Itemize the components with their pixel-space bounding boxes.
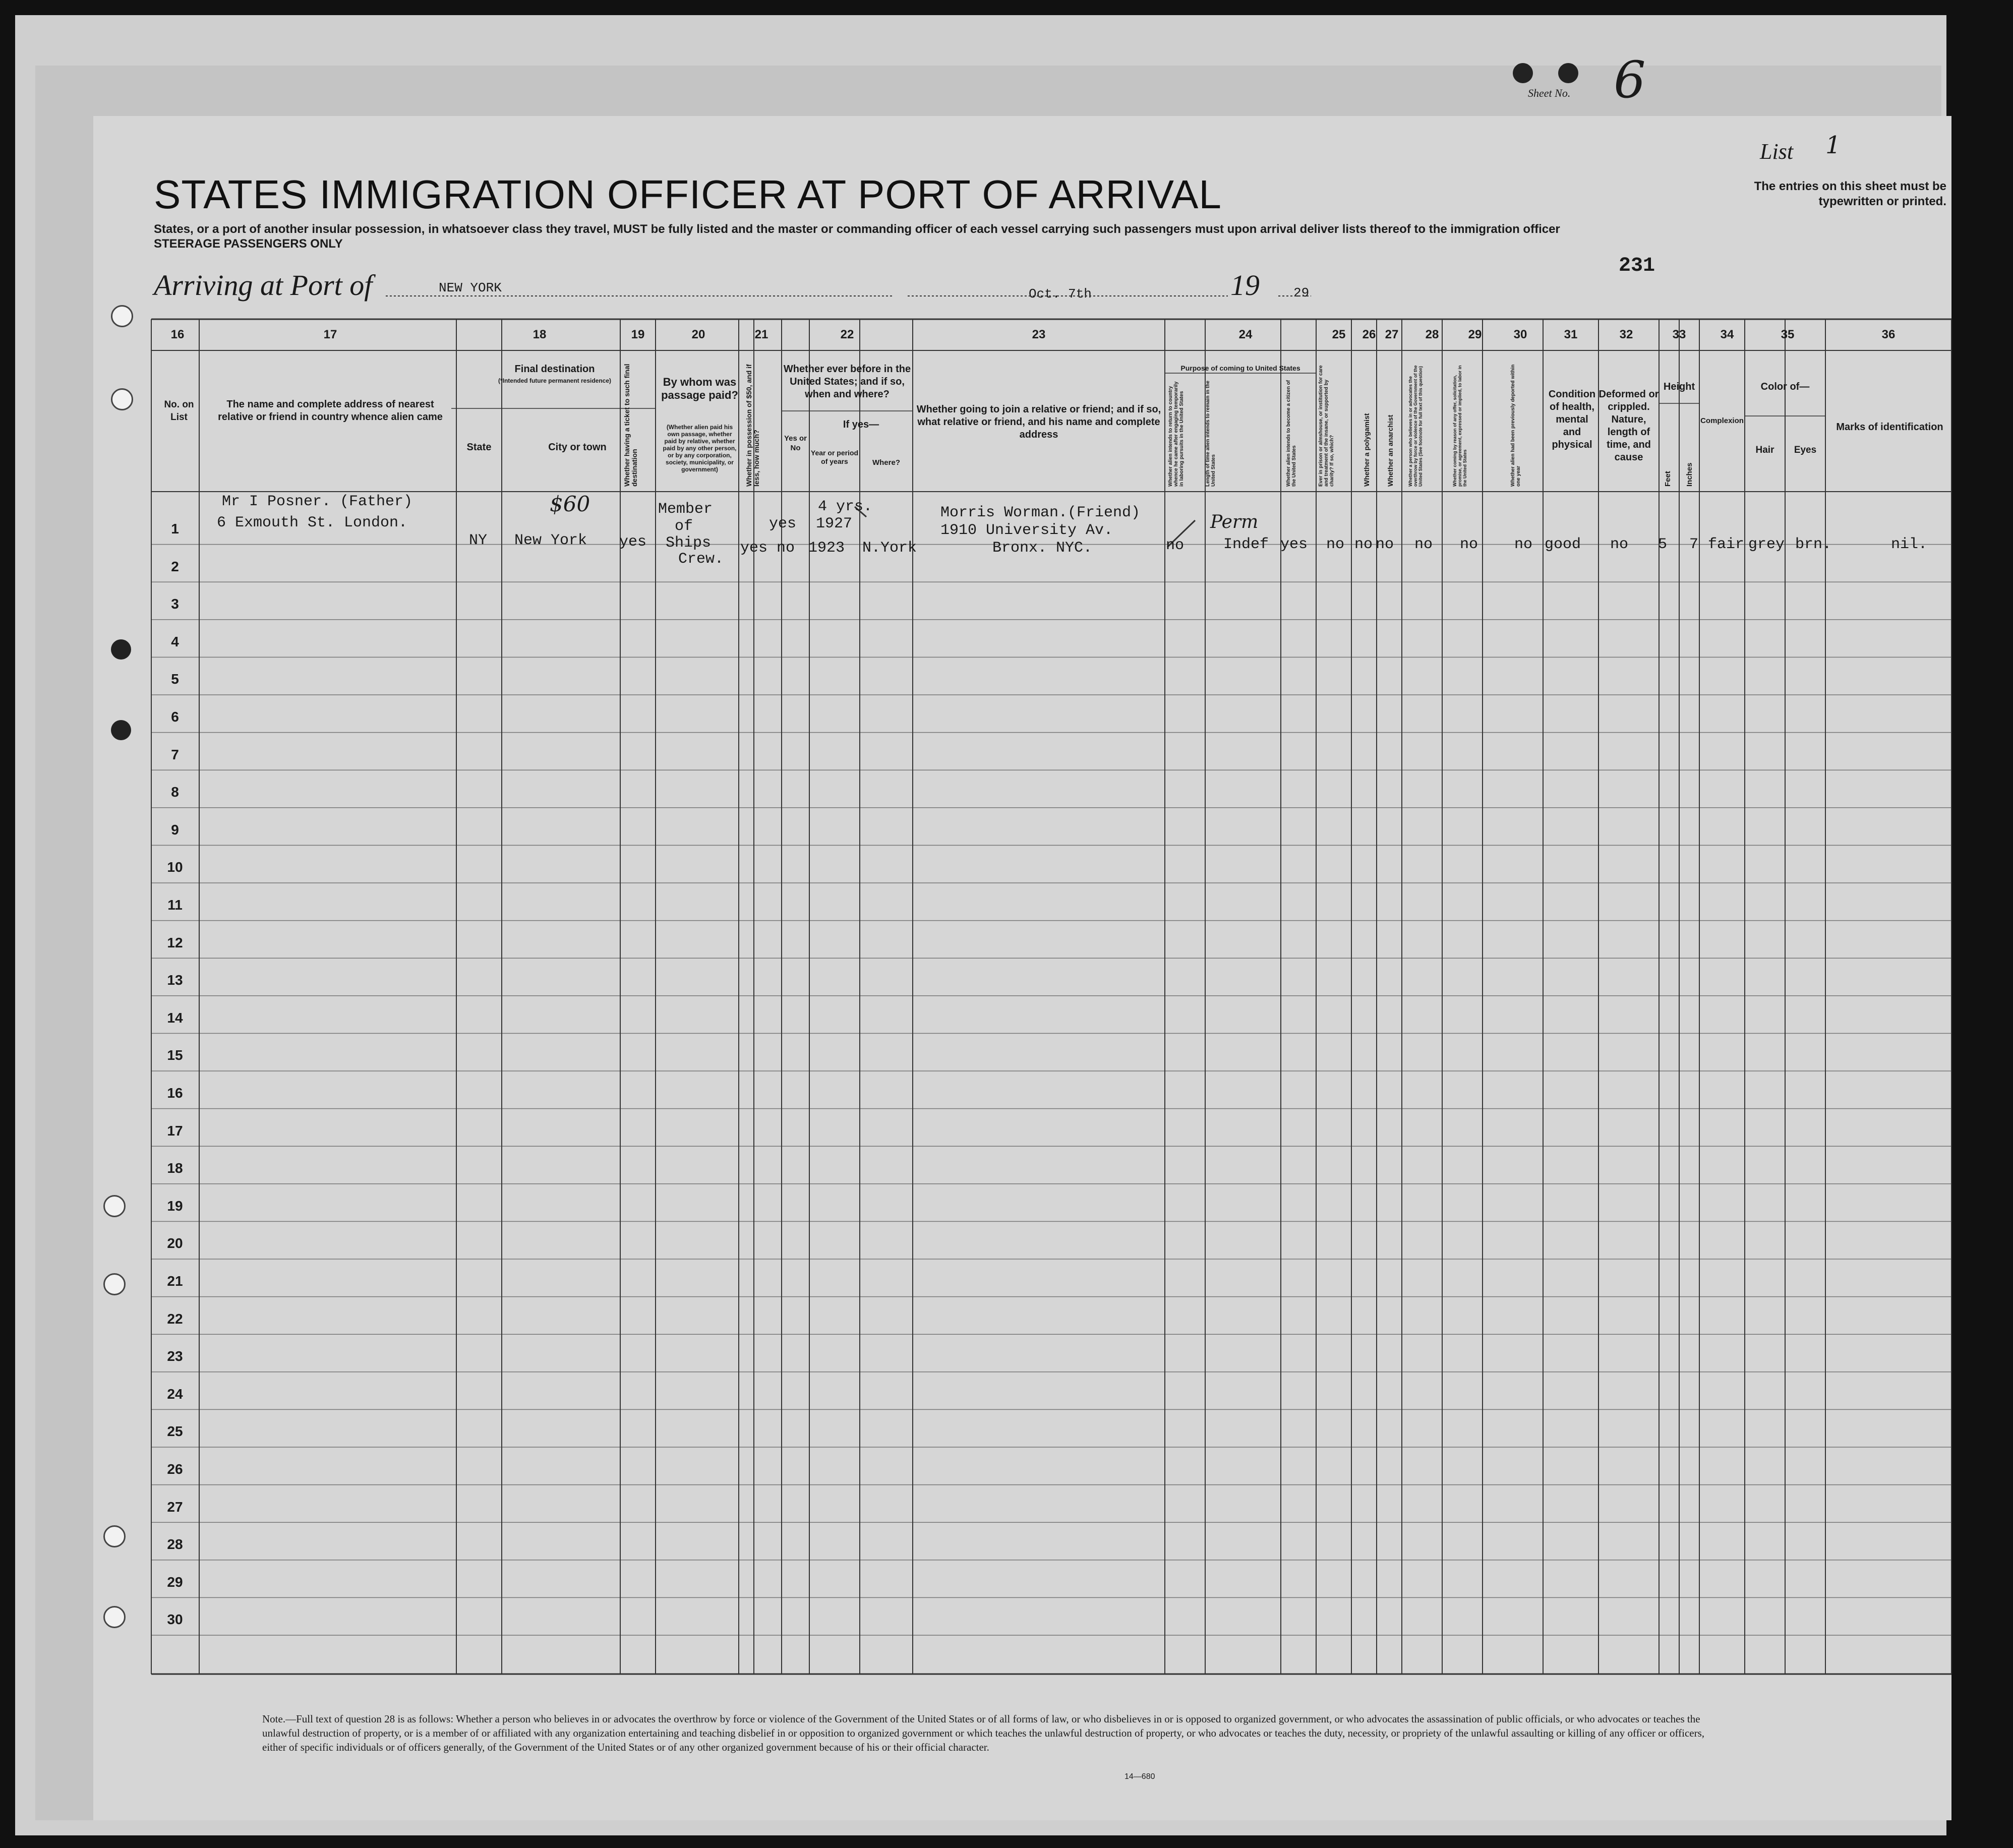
handwritten-perm: Perm — [1210, 512, 1259, 532]
header-passage-paid: By whom was passage paid? — [661, 376, 738, 401]
year-suffix: 29 — [1293, 285, 1310, 301]
cell-paid-line-1: Member — [658, 501, 713, 518]
cell-paid-line-3: Ships — [666, 534, 712, 552]
header-color: Color of— — [1760, 381, 1810, 392]
date-value: Oct. 7th — [1029, 286, 1092, 302]
row-number: 25 — [167, 1423, 183, 1440]
header-polygamist: Whether a polygamist — [1363, 413, 1371, 487]
cell-join-line-3: Bronx. NYC. — [992, 540, 1093, 557]
cell-polygamist: no — [1354, 536, 1373, 553]
row-number: 1 — [171, 521, 179, 536]
row-number: 8 — [171, 784, 179, 800]
col-29-number: 29 — [1468, 328, 1482, 341]
row-number: 27 — [167, 1499, 183, 1515]
cell-feet: 5 — [1658, 536, 1668, 553]
col-25-number: 25 — [1332, 328, 1346, 341]
cell-where: N.York — [862, 540, 917, 557]
row-number: 6 — [171, 709, 179, 725]
header-citizen: Whether alien intends to become a citizen of the United States — [1286, 380, 1297, 487]
col-27-number: 27 — [1385, 328, 1399, 341]
row-number: 30 — [167, 1612, 183, 1628]
cell-ticket: yes — [619, 533, 647, 551]
row-number: 4 — [171, 633, 179, 649]
handwritten-amount: $60 — [550, 492, 590, 516]
sheet-number-label: Sheet No. — [1528, 87, 1571, 99]
col-33-number: 33 — [1672, 328, 1686, 341]
row-number: 20 — [167, 1235, 183, 1251]
col-22-number: 22 — [840, 328, 854, 341]
row-number: 22 — [167, 1310, 183, 1327]
cell-period-line-1: 4 yrs. — [818, 498, 873, 515]
cell-period-line-2: 1927 — [816, 515, 853, 532]
row-number: 2 — [171, 558, 179, 574]
cell-period-line-3: 1923 — [808, 540, 845, 557]
header-length: Length of time alien intends to remain in the United States — [1205, 380, 1216, 487]
header-yes-no: Yes or No — [784, 434, 807, 452]
arriving-label: Arriving at Port of — [154, 269, 373, 302]
row-number: 9 — [171, 821, 179, 838]
cell-citizen: yes — [1280, 536, 1308, 553]
header-prison: Ever in prison or almshouse, or institution for care and treatment of the insane, or supported by charity? If so, which? — [1318, 365, 1335, 487]
row-number: 29 — [167, 1574, 183, 1590]
row-number: 26 — [167, 1461, 183, 1477]
row-number: 23 — [167, 1348, 183, 1364]
cell-deformed: no — [1610, 536, 1629, 553]
cell-health: good — [1545, 536, 1581, 553]
row-number: 11 — [167, 897, 183, 913]
header-deformed: Deformed or crippled. Nature, length of time, and cause — [1598, 389, 1659, 463]
page-title: STATES IMMIGRATION OFFICER AT PORT OF ARRIVAL — [154, 172, 1222, 217]
row-number: 14 — [167, 1009, 183, 1026]
header-eyes: Eyes — [1794, 445, 1817, 455]
page-number: 231 — [1619, 255, 1655, 277]
entries-note: The entries on this sheet must be typewritten or printed. — [1754, 180, 1946, 208]
list-number: 1 — [1825, 131, 1841, 159]
header-ever-before: Whether ever before in the United States; and if so, when and where? — [783, 364, 911, 400]
row-number: 3 — [171, 596, 179, 612]
footnote: Note.—Full text of question 28 is as follows: Whether a person who believes in or advocates the overthrow by force or violence of the Government of the United States or of all forms of law, or who disbelieves in or is opposed to organized government, or who advocates the assassination of public officials, or who advocates or teaches the unlawful destruction of property, or is a member of or affiliated with any organization entertaining and teaching disbelief in or opposition to organized government or which teaches the unlawful destruction of property, or who advocates or teaches the duty, necessity, or propriety of the unlawful assaulting or killing of any officer or officers, either of specific individuals or of officers generally, of the Government of the United States or of any other organized government because of his or their official character. — [262, 1713, 1705, 1753]
header-no-on-list: No. on List — [164, 399, 194, 423]
header-purpose: Purpose of coming to United States — [1180, 364, 1300, 372]
col-32-number: 32 — [1619, 328, 1633, 341]
header-deported: Whether alien had been previously deported within one year — [1510, 364, 1521, 487]
header-join-relative: Whether going to join a relative or friend; and if so, what relative or friend, and his name and complete address — [916, 404, 1161, 440]
header-labor: Whether coming by reason of any offer, solicitation, promise, or agreement, expressed or implied, to labor in the United States — [1452, 365, 1467, 487]
cell-join-line-1: Morris Worman.(Friend) — [940, 504, 1141, 521]
subtitle-line-1: States, or a port of another insular possession, in whatsoever class they travel, MUST be fully listed and the master or commanding officer of each vessel carrying such passengers must upon arrival deliver lists thereof to the immigration officer — [154, 222, 1560, 236]
col-18-number: 18 — [532, 328, 547, 341]
col-34-number: 34 — [1720, 328, 1734, 341]
relative-line-2: 6 Exmouth St. London. — [217, 514, 408, 531]
header-fifty-dollars: Whether in possession of $50, and if less, how much? — [745, 364, 760, 487]
header-hair: Hair — [1755, 445, 1774, 455]
header-passage-paid-note: (Whether alien paid his own passage, whether paid by relative, whether paid by any other person, or by any corporation, society, municipality, or government) — [663, 424, 737, 473]
col-26-number: 26 — [1362, 328, 1376, 341]
header-final-destination-note: (*Intended future permanent residence) — [498, 377, 612, 384]
header-period: Year or period of years — [810, 449, 859, 465]
cell-before-yes: yes — [769, 515, 797, 532]
row-number: 28 — [167, 1536, 183, 1553]
row-number: 19 — [167, 1198, 183, 1214]
header-inches: Inches — [1685, 462, 1694, 487]
cell-deported: no — [1514, 536, 1533, 553]
row-number: 17 — [167, 1122, 183, 1139]
header-feet: Feet — [1664, 471, 1672, 487]
header-where: Where? — [872, 458, 900, 467]
row-number: 13 — [167, 972, 183, 988]
cell-state: NY — [469, 532, 488, 549]
col-20-number: 20 — [691, 328, 705, 341]
col-24-number: 24 — [1238, 328, 1253, 341]
row-number: 18 — [167, 1160, 183, 1176]
header-overthrow: Whether a person who believes in or advocates the overthrow by force or violence of the Government of the United States (See footnote for full text of this question) — [1408, 365, 1423, 487]
cell-fifty-dollars: yes — [740, 540, 768, 557]
cell-return: no — [1166, 537, 1185, 554]
col-31-number: 31 — [1564, 328, 1578, 341]
col-16-number: 16 — [170, 328, 185, 341]
row-number: 12 — [167, 934, 183, 950]
col-19-number: 19 — [631, 328, 645, 341]
col-36-number: 36 — [1881, 328, 1896, 341]
header-health: Condition of health, mental and physical — [1548, 389, 1596, 450]
cell-complexion: fair — [1708, 536, 1745, 553]
cell-anarchist: no — [1376, 536, 1394, 553]
cell-overthrow: no — [1414, 536, 1433, 553]
header-relative-address: The name and complete address of nearest relative or friend in country whence alien came — [218, 399, 443, 423]
cell-labor: no — [1460, 536, 1478, 553]
cell-marks: nil. — [1891, 536, 1928, 553]
relative-line-1: Mr I Posner. (Father) — [222, 493, 413, 510]
cell-city: New York — [514, 532, 587, 549]
col-21-number: 21 — [754, 328, 768, 341]
header-ticket: Whether having a ticket to such final destination — [623, 364, 638, 487]
header-anarchist: Whether an anarchist — [1386, 414, 1394, 487]
sheet-number: 6 — [1614, 50, 1646, 109]
cell-inches: 7 — [1689, 536, 1699, 553]
row-number: 5 — [171, 671, 179, 687]
col-17-number: 17 — [323, 328, 337, 341]
cell-length: Indef — [1223, 536, 1269, 553]
row-number: 21 — [167, 1273, 183, 1289]
col-30-number: 30 — [1513, 328, 1527, 341]
subtitle-line-2: STEERAGE PASSENGERS ONLY — [154, 237, 343, 251]
cell-before-no: no — [777, 540, 795, 557]
form-code: 14—680 — [1124, 1772, 1155, 1781]
cell-prison: no — [1326, 536, 1345, 553]
port-value: NEW YORK — [439, 280, 502, 295]
row-number: 24 — [167, 1386, 183, 1402]
year-prefix: 19 — [1230, 269, 1260, 302]
cell-eyes: brn. — [1795, 536, 1832, 553]
row-number: 10 — [167, 859, 183, 875]
col-23-number: 23 — [1032, 328, 1046, 341]
header-final-destination: Final destination — [514, 364, 595, 375]
col-35-number: 35 — [1781, 328, 1795, 341]
cell-paid-line-2: of — [675, 518, 693, 535]
header-city: City or town — [548, 442, 607, 453]
header-return: Whether alien intends to return to country whence he came after engaging temporarily in laboring pursuits in the United States — [1168, 381, 1185, 487]
cell-join-line-2: 1910 University Av. — [940, 522, 1113, 539]
row-number: 7 — [171, 746, 179, 762]
header-state: State — [466, 442, 492, 453]
cell-paid-line-4: Crew. — [678, 551, 724, 568]
cell-hair: grey — [1748, 536, 1785, 553]
header-height: Height — [1663, 381, 1695, 392]
list-label: List — [1760, 139, 1794, 164]
header-if-yes: If yes— — [843, 419, 879, 430]
header-marks: Marks of identification — [1836, 422, 1943, 433]
row-number: 15 — [167, 1047, 183, 1063]
header-complexion: Complexion — [1700, 416, 1744, 425]
row-number: 16 — [167, 1085, 183, 1101]
col-28-number: 28 — [1425, 328, 1439, 341]
